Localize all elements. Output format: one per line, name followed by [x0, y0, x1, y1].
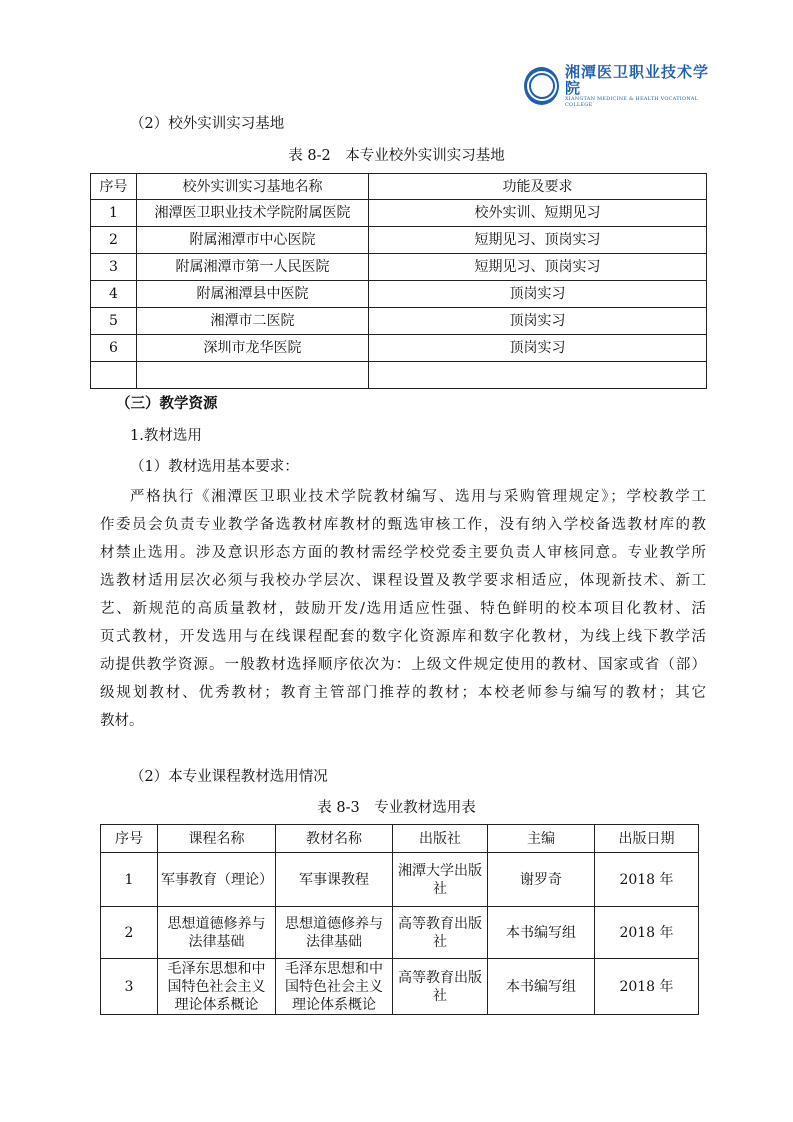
table-row — [91, 335, 707, 362]
table-cell: 湘潭大学出版社 — [393, 853, 488, 907]
table-cell: 本书编写组 — [488, 907, 595, 959]
table-row — [101, 853, 699, 907]
table-cell: 2018 年 — [595, 907, 699, 959]
table-cell — [137, 362, 369, 389]
table-row — [91, 200, 707, 227]
table-cell: 湘潭市二医院 — [137, 308, 369, 335]
college-seal-icon — [524, 67, 559, 105]
table-cell: 教材名称 — [276, 825, 393, 853]
table-cell: 出版社 — [393, 825, 488, 853]
table-cell: 毛泽东思想和中国特色社会主义理论体系概论 — [158, 959, 276, 1015]
table-row — [91, 227, 707, 254]
subheading-textbook-selection: 1.教材选用 — [130, 428, 202, 444]
table-row — [91, 281, 707, 308]
table-cell: 1 — [101, 853, 158, 907]
table-cell: 短期见习、顶岗实习 — [369, 254, 707, 281]
table-cell: 5 — [91, 308, 137, 335]
table-cell: 出版日期 — [595, 825, 699, 853]
table-cell: 深圳市龙华医院 — [137, 335, 369, 362]
table-cell — [369, 362, 707, 389]
table-cell: 序号 — [91, 174, 137, 200]
table-header-row — [101, 825, 699, 853]
section-heading-teaching-resources: （三）教学资源 — [116, 395, 218, 412]
table-cell: 主编 — [488, 825, 595, 853]
table-cell: 军事教育（理论） — [158, 853, 276, 907]
table-cell: 顶岗实习 — [369, 308, 707, 335]
logo-subtext: XIANGTAN MEDICINE & HEALTH VOCATIONAL COLLEGE — [565, 96, 699, 108]
table-cell: 6 — [91, 335, 137, 362]
table-cell: 校外实训、短期见习 — [369, 200, 707, 227]
paragraph-line: 页式教材，开发选用与在线课程配套的数字化资源库和数字化教材，为线上线下教学活 — [100, 629, 706, 645]
table-cell: 2 — [91, 227, 137, 254]
table-header-row — [91, 174, 707, 200]
table-cell: 2018 年 — [595, 959, 699, 1015]
table-cell: 本书编写组 — [488, 959, 595, 1015]
subheading-basic-requirements: （1）教材选用基本要求： — [130, 459, 299, 475]
logo-name: 湘潭医卫职业技术学院 — [565, 63, 710, 97]
table-cell: 高等教育出版社 — [393, 907, 488, 959]
subheading-textbook-usage: （2）本专业课程教材选用情况 — [130, 769, 328, 785]
table-row — [101, 959, 699, 1015]
table-cell: 课程名称 — [158, 825, 276, 853]
college-logo — [524, 63, 714, 108]
table-cell: 思想道德修养与法律基础 — [158, 907, 276, 959]
table-cell: 思想道德修养与法律基础 — [276, 907, 393, 959]
paragraph-line: 选教材适用层次必须与我校办学层次、课程设置及教学要求相适应，体现新技术、新工 — [100, 573, 706, 589]
table-cell: 附属湘潭市中心医院 — [137, 227, 369, 254]
table-cell: 1 — [91, 200, 137, 227]
paragraph-line: 教材。 — [100, 713, 144, 729]
section-heading-offcampus: （2）校外实训实习基地 — [130, 116, 285, 132]
table-cell — [91, 362, 137, 389]
table-cell: 序号 — [101, 825, 158, 853]
offcampus-bases-table — [90, 173, 707, 389]
table-cell: 2 — [101, 907, 158, 959]
table-cell: 湘潭医卫职业技术学院附属医院 — [137, 200, 369, 227]
paragraph-line: 艺、新规范的高质量教材，鼓励开发/选用适应性强、特色鲜明的校本项目化教材、活 — [100, 601, 706, 617]
table-row — [91, 254, 707, 281]
table-cell: 3 — [91, 254, 137, 281]
paragraph-line: 材禁止选用。涉及意识形态方面的教材需经学校党委主要负责人审核同意。专业教学所 — [100, 545, 706, 561]
table-cell: 顶岗实习 — [369, 335, 707, 362]
table2-caption: 表 8-3 专业教材选用表 — [317, 800, 476, 816]
table-row — [91, 308, 707, 335]
table1-caption: 表 8-2 本专业校外实训实习基地 — [288, 148, 505, 164]
table-cell: 高等教育出版社 — [393, 959, 488, 1015]
table-cell: 附属湘潭县中医院 — [137, 281, 369, 308]
paragraph-line: 严格执行《湘潭医卫职业技术学院教材编写、选用与采购管理规定》；学校教学工 — [130, 489, 706, 505]
table-cell: 3 — [101, 959, 158, 1015]
table-cell: 附属湘潭市第一人民医院 — [137, 254, 369, 281]
table-row — [91, 362, 707, 389]
textbook-table — [100, 824, 699, 1015]
table-cell: 4 — [91, 281, 137, 308]
table-cell: 2018 年 — [595, 853, 699, 907]
paragraph-line: 作委员会负责专业教学备选教材库教材的甄选审核工作，没有纳入学校备选教材库的教 — [100, 517, 706, 533]
paragraph-line: 动提供教学资源。一般教材选择顺序依次为：上级文件规定使用的教材、国家或省（部） — [100, 657, 706, 673]
table-cell: 军事课教程 — [276, 853, 393, 907]
table-cell: 功能及要求 — [369, 174, 707, 200]
table-row — [101, 907, 699, 959]
table-cell: 谢罗奇 — [488, 853, 595, 907]
table-cell: 顶岗实习 — [369, 281, 707, 308]
table-cell: 毛泽东思想和中国特色社会主义理论体系概论 — [276, 959, 393, 1015]
table-cell: 校外实训实习基地名称 — [137, 174, 369, 200]
table-cell: 短期见习、顶岗实习 — [369, 227, 707, 254]
paragraph-line: 级规划教材、优秀教材；教育主管部门推荐的教材；本校老师参与编写的教材；其它 — [100, 685, 706, 701]
